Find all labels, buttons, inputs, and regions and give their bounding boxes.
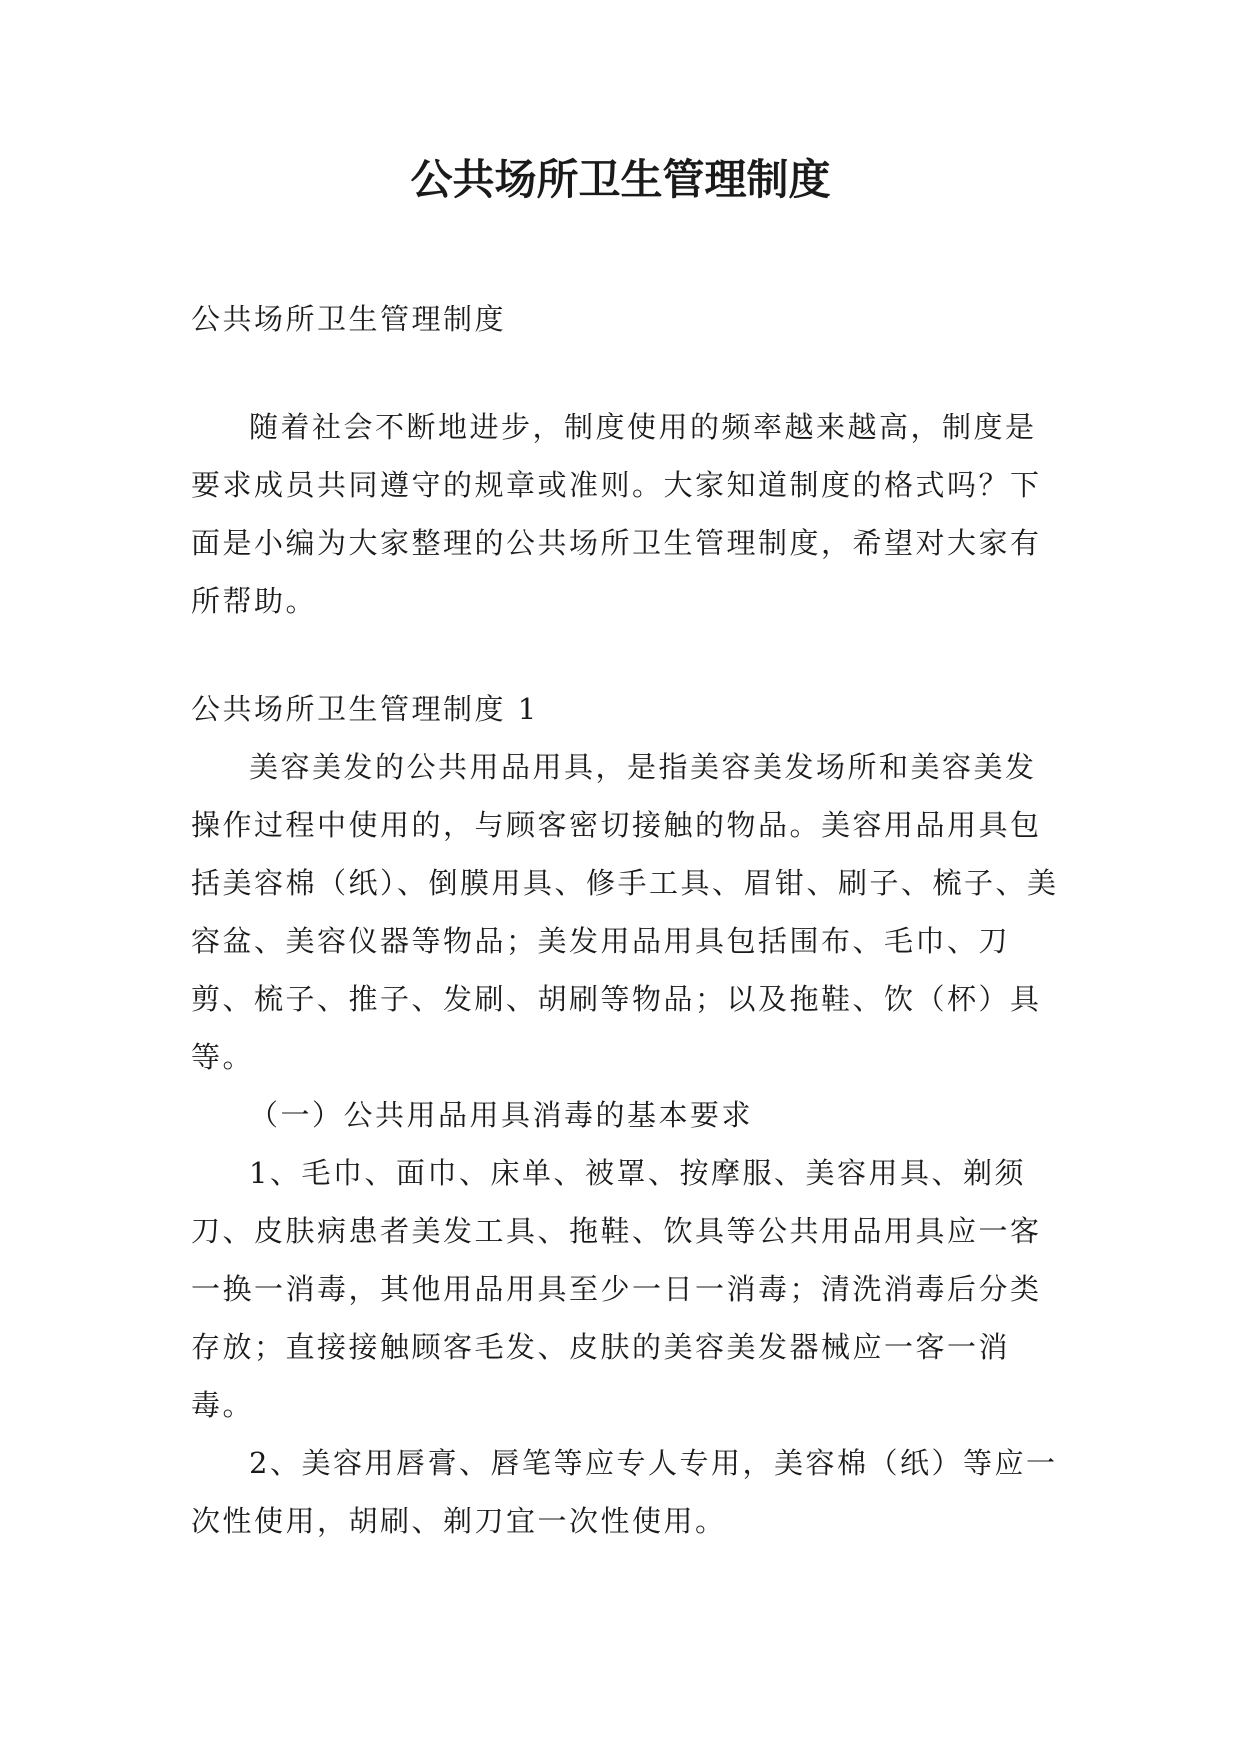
subsection-heading: （一）公共用品用具消毒的基本要求 [249, 1098, 754, 1132]
document-subtitle: 公共场所卫生管理制度 [191, 302, 507, 336]
list-item-1: 1、毛巾、面巾、床单、被罩、按摩服、美容用具、剃须刀、皮肤病患者美发工具、拖鞋、饮具等公共用品用具应一客一换一消毒，其他用品用具至少一日一消毒；清洗消毒后分类存放；直接接触顾客毛发、皮肤的美容美发器械应一客一消毒。 [191, 1156, 1042, 1422]
document-body [191, 290, 1061, 1550]
section-heading: 公共场所卫生管理制度 1 [191, 692, 539, 726]
document-title: 公共场所卫生管理制度 [410, 155, 831, 204]
section-paragraph: 美容美发的公共用品用具，是指美容美发场所和美容美发操作过程中使用的，与顾客密切接触的物品。美容用品用具包括美容棉（纸）、倒膜用具、修手工具、眉钳、刷子、梳子、美容盆、美容仪器等物品；美发用品用具包括围布、毛巾、刀剪、梳子、推子、发刷、胡刷等物品；以及拖鞋、饮（杯）具等。 [191, 750, 1059, 1074]
intro-paragraph: 随着社会不断地进步，制度使用的频率越来越高，制度是要求成员共同遵守的规章或准则。大家知道制度的格式吗？下面是小编为大家整理的公共场所卫生管理制度，希望对大家有所帮助。 [191, 410, 1042, 618]
list-item-2: 2、美容用唇膏、唇笔等应专人专用，美容棉（纸）等应一次性使用，胡刷、剃刀宜一次性使用。 [191, 1446, 1058, 1538]
